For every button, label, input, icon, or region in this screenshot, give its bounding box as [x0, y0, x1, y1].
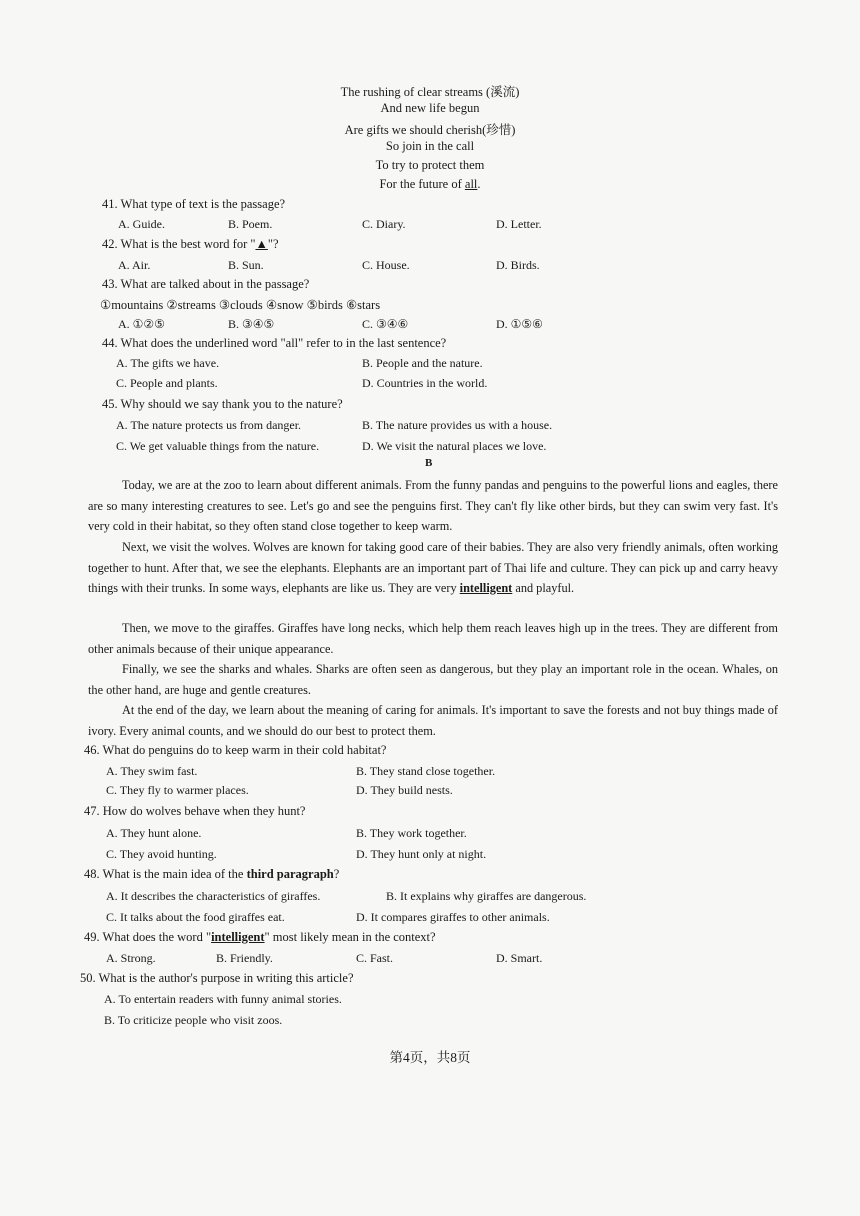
q49-option-a[interactable]: A. Strong. — [106, 951, 156, 965]
q46-option-c[interactable]: C. They fly to warmer places. — [106, 783, 249, 797]
q47-option-c[interactable]: C. They avoid hunting. — [106, 847, 217, 861]
passage-paragraph-5: At the end of the day, we learn about the meaning of caring for animals. It's important to save the forests and not buy things made of ivory. Every animal counts, and we should do our best to protect them. — [88, 703, 778, 738]
q45-option-d[interactable]: D. We visit the natural places we love. — [362, 439, 547, 453]
page-number-footer: 第4页，共8页 — [389, 1050, 471, 1065]
q45-option-b[interactable]: B. The nature provides us with a house. — [362, 418, 553, 432]
q45-option-a[interactable]: A. The nature protects us from danger. — [116, 418, 302, 432]
q44-option-d[interactable]: D. Countries in the world. — [362, 376, 488, 390]
q50-option-a[interactable]: A. To entertain readers with funny animal stories. — [104, 992, 342, 1006]
q44-option-b[interactable]: B. People and the nature. — [362, 356, 483, 370]
q47-option-b[interactable]: B. They work together. — [356, 826, 467, 840]
poem-line: Are gifts we should cherish(珍惜) — [344, 123, 516, 137]
question-41-stem: 41. What type of text is the passage? — [102, 197, 286, 211]
q42-option-b[interactable]: B. Sun. — [228, 258, 264, 272]
q42-option-d[interactable]: D. Birds. — [496, 258, 540, 272]
q43-option-c[interactable]: C. ③④⑥ — [362, 317, 409, 331]
poem-line: To try to protect them — [375, 158, 485, 172]
q42-option-a[interactable]: A. Air. — [118, 258, 151, 272]
q45-option-c[interactable]: C. We get valuable things from the nature. — [116, 439, 320, 453]
q49-option-b[interactable]: B. Friendly. — [216, 951, 273, 965]
blank-mark: ▲ — [255, 237, 268, 251]
q43-option-b[interactable]: B. ③④⑤ — [228, 317, 275, 331]
passage-paragraph-1: Today, we are at the zoo to learn about different animals. From the funny pandas and penguins to the powerful lions and eagles, there are so many interesting creatures to see. Let's go and see the penguins first. They can't fly like other birds, but they can swim very fast. It's very cold in their habitat, so they often stand close together to keep warm. — [88, 478, 778, 533]
question-44-stem: 44. What does the underlined word "all" refer to in the last sentence? — [102, 336, 447, 350]
question-49-stem: 49. What does the word "intelligent" most likely mean in the context? — [84, 930, 436, 944]
question-47-stem: 47. How do wolves behave when they hunt? — [84, 804, 306, 818]
q46-option-d[interactable]: D. They build nests. — [356, 783, 453, 797]
q44-option-a[interactable]: A. The gifts we have. — [116, 356, 220, 370]
q49-option-c[interactable]: C. Fast. — [356, 951, 394, 965]
question-50-stem: 50. What is the author's purpose in writing this article? — [80, 971, 354, 985]
q47-option-d[interactable]: D. They hunt only at night. — [356, 847, 487, 861]
poem-line: So join in the call — [385, 139, 475, 153]
poem-line: And new life begun — [380, 101, 480, 115]
underlined-word-intelligent: intelligent — [459, 581, 513, 595]
q41-option-a[interactable]: A. Guide. — [118, 217, 165, 231]
poem-line: The rushing of clear streams (溪流) — [340, 85, 520, 99]
question-46-stem: 46. What do penguins do to keep warm in their cold habitat? — [84, 743, 387, 757]
passage-paragraph-2: Next, we visit the wolves. Wolves are known for taking good care of their babies. They are also very friendly animals, often working together to hunt. After that, we see the elephants. Elephants are an important part of Thai life and culture. They can pick up and carry heavy things with their trunks. In some ways, elephants are like us. They are very intelligent and playful. — [88, 540, 778, 595]
question-43-stem: 43. What are talked about in the passage? — [102, 277, 310, 291]
q48-option-a[interactable]: A. It describes the characteristics of giraffes. — [106, 889, 321, 903]
q41-option-b[interactable]: B. Poem. — [228, 217, 273, 231]
passage-paragraph-3: Then, we move to the giraffes. Giraffes have long necks, which help them reach leaves high up in the trees. They are different from other animals because of their unique appearance. — [88, 621, 778, 656]
q48-option-d[interactable]: D. It compares giraffes to other animals. — [356, 910, 550, 924]
q48-option-b[interactable]: B. It explains why giraffes are dangerous. — [386, 889, 587, 903]
q44-option-c[interactable]: C. People and plants. — [116, 376, 218, 390]
q46-option-a[interactable]: A. They swim fast. — [106, 764, 198, 778]
q43-option-d[interactable]: D. ①⑤⑥ — [496, 317, 543, 331]
question-42-stem: 42. What is the best word for "▲"? — [102, 237, 279, 251]
question-48-stem: 48. What is the main idea of the third paragraph? — [84, 867, 340, 881]
q42-option-c[interactable]: C. House. — [362, 258, 410, 272]
q46-option-b[interactable]: B. They stand close together. — [356, 764, 496, 778]
q48-option-c[interactable]: C. It talks about the food giraffes eat. — [106, 910, 285, 924]
q49-option-d[interactable]: D. Smart. — [496, 951, 543, 965]
q43-items: ①mountains ②streams ③clouds ④snow ⑤birds ⑥stars — [100, 298, 381, 312]
q47-option-a[interactable]: A. They hunt alone. — [106, 826, 202, 840]
poem-line-last: For the future of all. — [379, 177, 481, 191]
question-45-stem: 45. Why should we say thank you to the nature? — [102, 397, 343, 411]
section-b-heading: B — [425, 457, 433, 469]
passage-paragraph-4: Finally, we see the sharks and whales. Sharks are often seen as dangerous, but they play an important role in the ocean. Whales, on the other hand, are huge and gentle creatures. — [88, 662, 778, 697]
underlined-word-all: all — [464, 177, 478, 191]
q43-option-a[interactable]: A. ①②⑤ — [118, 317, 165, 331]
q41-option-c[interactable]: C. Diary. — [362, 217, 406, 231]
q50-option-b[interactable]: B. To criticize people who visit zoos. — [104, 1013, 283, 1027]
q41-option-d[interactable]: D. Letter. — [496, 217, 542, 231]
